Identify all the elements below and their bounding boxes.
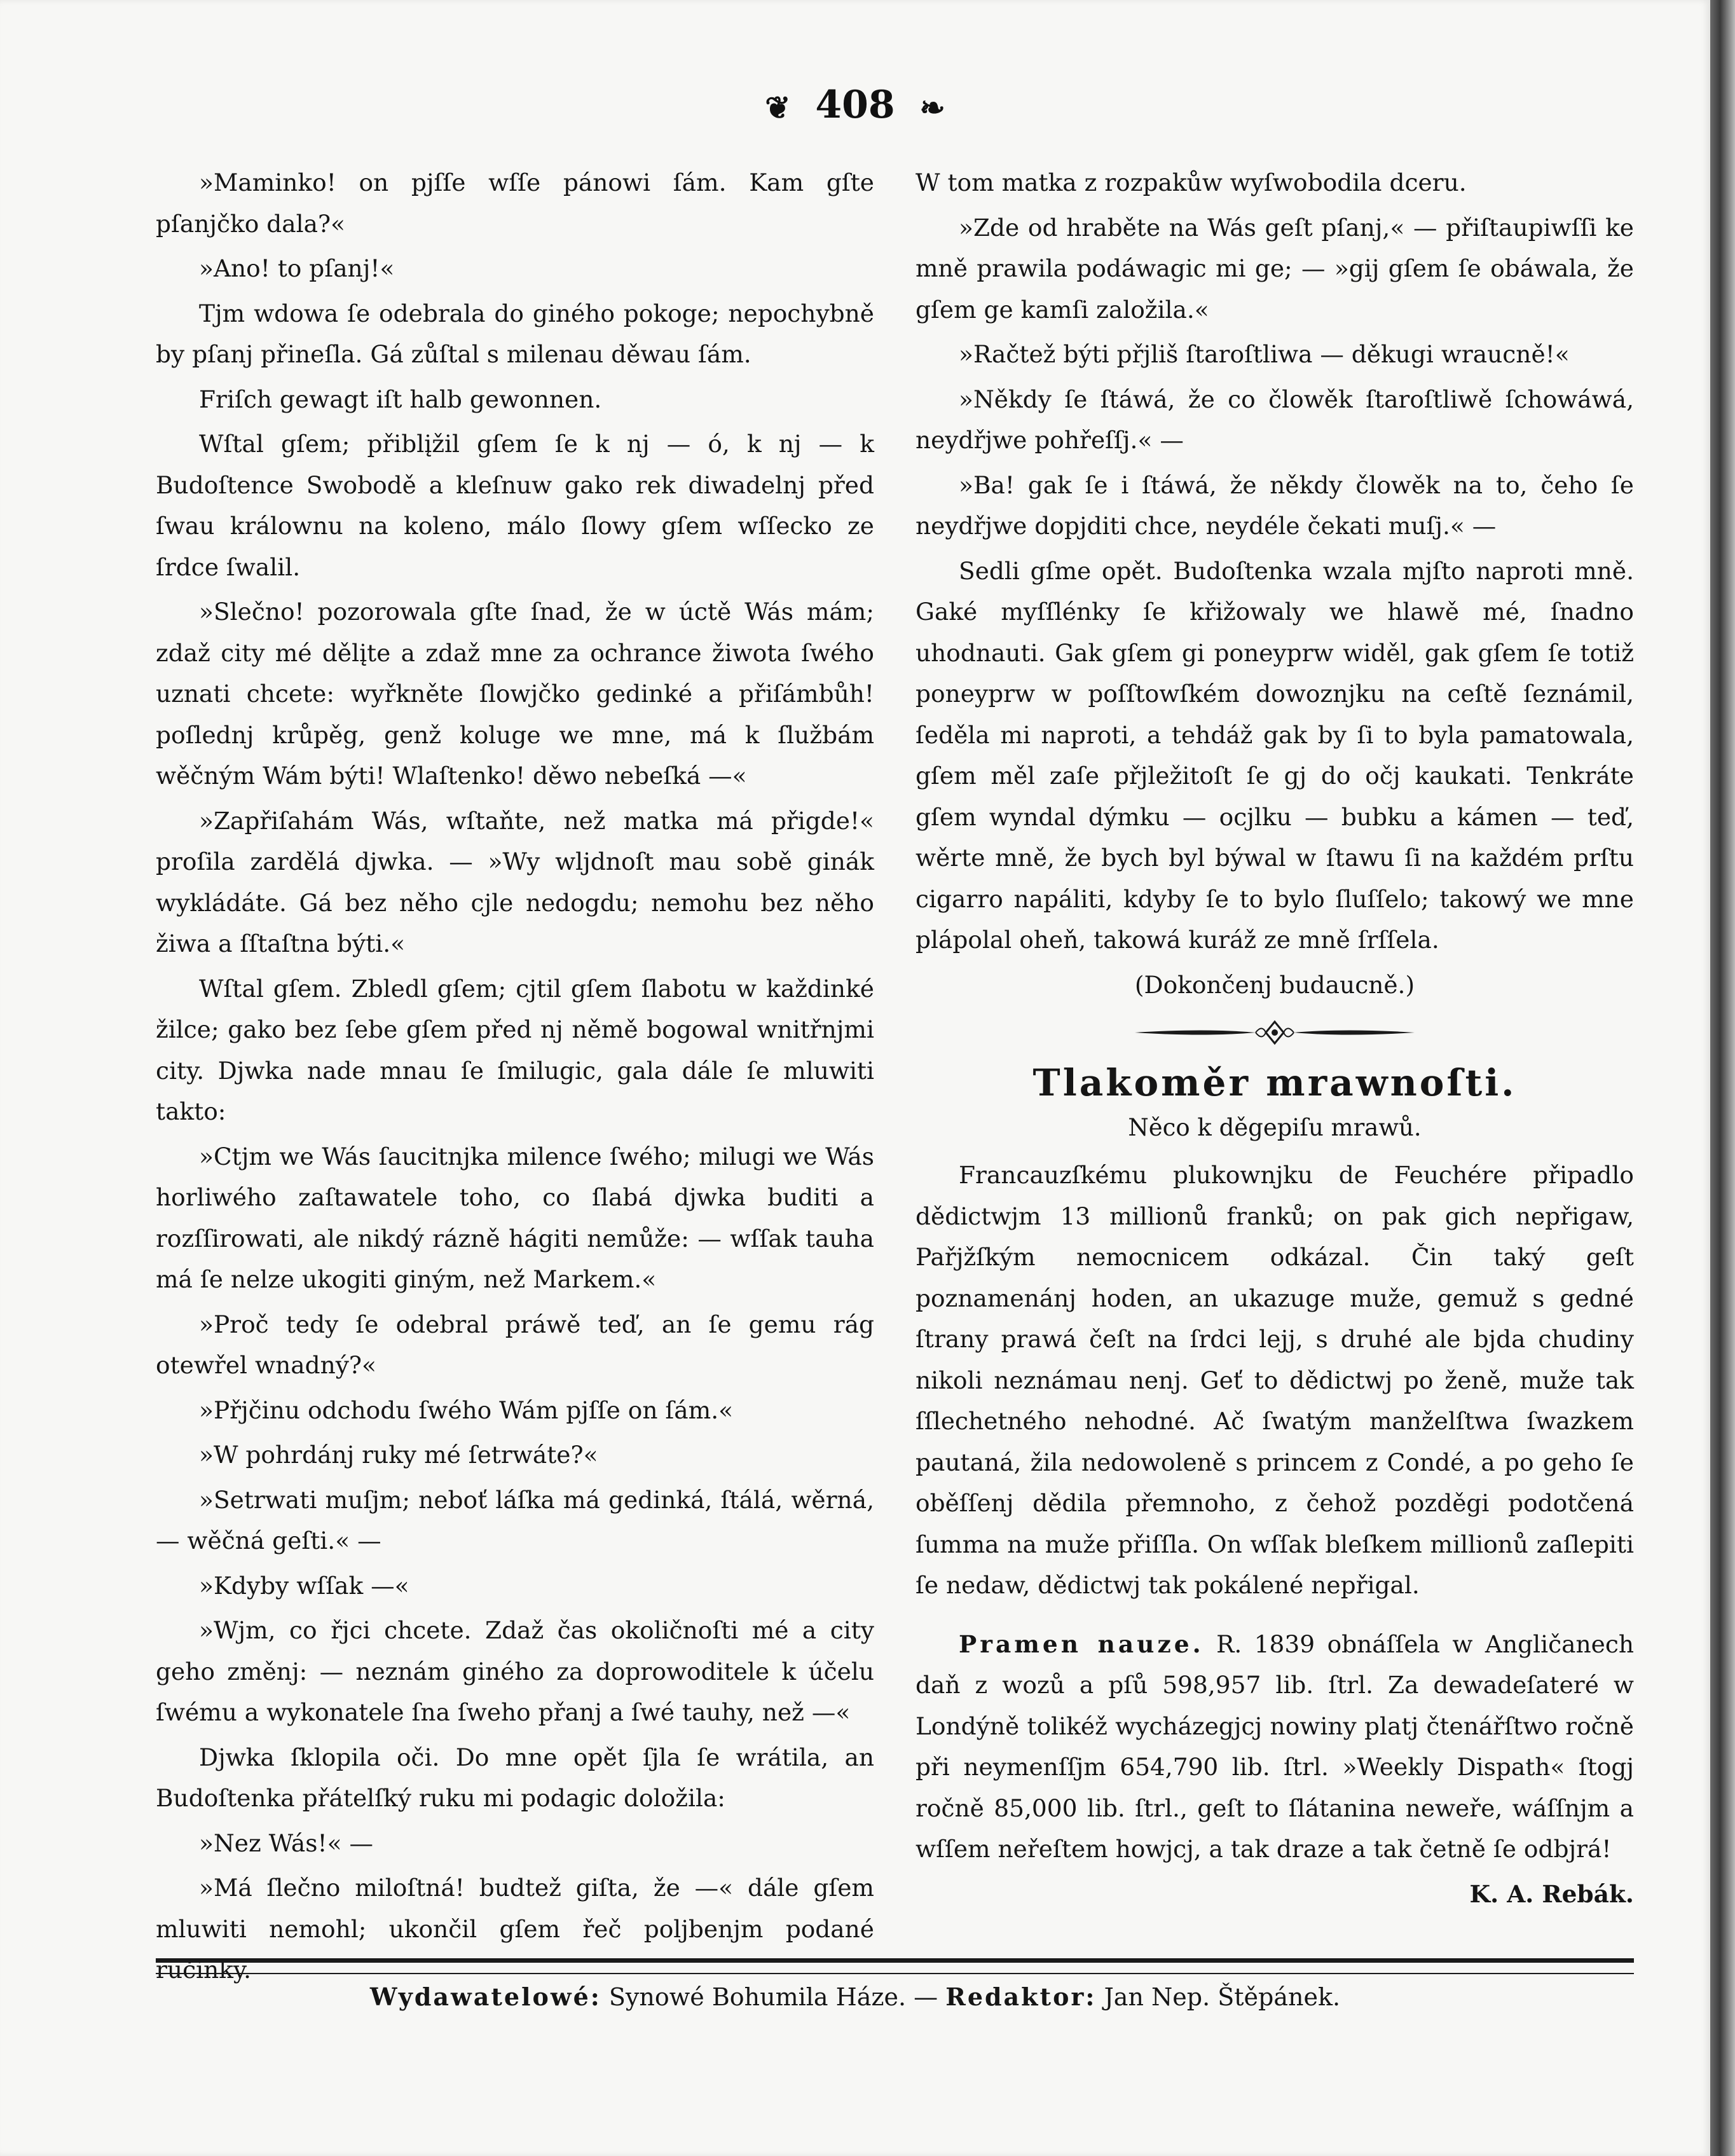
paragraph: Friſch gewagt iſt halb gewonnen. [199,385,602,413]
notice-heading: Pramen nauze. [959,1630,1204,1658]
ornament-right-icon: ❧ [919,90,945,126]
article-subtitle: Něco k děgepiſu mrawů. [1128,1113,1422,1141]
paragraph: Sedli gſme opět. Budoſtenka wzala mjſto naproti mně. Gaké myſſlénky ſe křižowaly we hlawě mé, ſnadno uhodnauti. Gak gſem gi poneyprw widěl, gak gſem ſe totiž poneyprw w poſſtowſkém dowoznjku na ceſtě ſeznámil, ſeděla mi naproti, a tehdáž gak by ſi to byla pamatowala, gſem měl zaſe přjležitoſt ſe gj do očj kaukati. Tenkráte gſem wyndal dýmku — ocjlku — bubku a kámen — teď, wěrte mně, že bych byl býwal w ſtawu ſi na každém prſtu cigarro napáliti, kdyby ſe to bylo ſluſſelo; takowý we mne plápolal oheň, takowá kuráž ze mně ſrſſela. [916,556,1634,954]
paragraph: »Slečno! pozorowala gſte ſnad, že w úctě Wás mám; zdaž city mé dělįte a zdaž mne za ochrance žiwota ſwého uznati chcete: wyřkněte ſlowjčko gedinké a přiſámbůh! poſlednj krůpěg, genž koluge we mne, má k ſlužbám wěčným Wám býti! Wlaſtenko! děwo nebeſká —« [156,598,874,790]
left-column [156,162,874,1995]
paragraph: »Zapřiſahám Wás, wſtaňte, než matka má přigde!« proſila zardělá djwka. — »Wy wljdnoſt mau sobě ginák wykládáte. Gá bez něho cjle nedogdu; nemohu bez něho žiwa a ſſtaſtna býti.« [156,806,874,958]
paragraph: »Wjm, co řjci chcete. Zdaž čas okoličnoſti mé a city geho změnj: — neznám giného za doprowoditele k účelu ſwému a wykonatele ſna ſweho přanj a ſwé tauhy, než —« [156,1616,874,1726]
paragraph: »Ano! to pſanj!« [199,254,395,282]
continuation-note: (Dokončenj budaucně.) [1134,970,1415,999]
imprint-footer: Wydawatelowé: Synowé Bohumila Háze. — Redaktor: Jan Nep. Štěpánek. [369,1982,1341,2011]
publishers-label: Wydawatelowé: [369,1982,601,2011]
paragraph: »Račtež býti přjliš ſtaroſtliwa — děkugi wraucně!« [959,340,1570,368]
page-edge-shadow [1710,0,1735,2156]
paragraph: »Má ſlečno miloſtná! budtež giſta, že —« dále gſem mluwiti nemohl; ukončil gſem řeč poljbenjm podané ručinky. [156,1874,874,1984]
paragraph: »Proč tedy ſe odebral práwě teď, an ſe gemu rág otewřel wnadný?« [156,1310,874,1379]
paragraph: »W pohrdánj ruky mé ſetrwáte?« [199,1441,598,1469]
right-column [916,162,1634,1918]
paragraph: Wſtal gſem; přiblįžil gſem ſe k nj — ó, k nj — k Budoſtence Swobodě a kleſnuw gako rek diwadelnj před ſwau králownu na koleno, málo ſlowy gſem wſſecko ze ſrdce ſwalil. [156,430,874,581]
divider-ornament-icon [1128,1017,1421,1048]
editor-label: Redaktor: [945,1982,1097,2011]
paragraph: W tom matka z rozpakůw wyſwobodila dceru. [916,168,1467,196]
paragraph: »Někdy ſe ſtáwá, že co člowěk ſtaroſtliwě ſchowáwá, neydřjwe pohřeſſj.« — [916,385,1634,454]
editor-name: Jan Nep. Štěpánek. [1104,1983,1341,2011]
paragraph: »Kdyby wſſak —« [199,1571,409,1600]
paragraph: »Setrwati muſjm; neboť láſka má gedinká, ſtálá, wěrná, — wěčná geſti.« — [156,1485,874,1555]
paragraph: Djwka ſklopila oči. Do mne opět ſjla ſe wrátila, an Budoſtenka přátelſký ruku mi podagic doložila: [156,1743,874,1812]
publishers-name: Synowé Bohumila Háze. [608,1983,907,2011]
page-header [0,83,1710,127]
article-paragraph: Francauzſkému plukownjku de Feuchére připadlo dědictwjm 13 millionů franků; on pak gich nepřigaw, Pařjžſkým nemocnicem odkázal. Čin taký geſt poznamenánj hoden, an ukazuge muže, gemuž s gedné ſtrany prawá čeſt na ſrdci lejj, s druhé ale bjda chudiny nikoli neznámau nenj. Geť to dědictwj po ženě, muže tak ſſlechetného nehodné. Ač ſwatým manželſtwa ſwazkem pautaná, žila nedowoleně s princem z Condé, a po geho ſe oběſſenj dědila přemnoho, z čehož pozděgi podotčená ſumma na muže přiſſla. On wſſak bleſkem millionů zaſlepiti ſe nedaw, dědictwj tak pokálené nepřigal. [916,1161,1634,1599]
paragraph: »Ctjm we Wás ſaucitnjka milence ſwého; milugi we Wás horliwého zaſtawatele toho, co ſlabá djwka buditi a rozſſirowati, ale nikdý rázně hágiti nemůže: — wſſak tauha má ſe nelze ukogiti giným, než Markem.« [156,1142,874,1293]
paragraph: »Nez Wás!« — [199,1829,373,1857]
page-number: 408 [815,83,895,127]
notice-paragraph [916,1624,1634,1870]
paragraph: »Maminko! on pjſſe wſſe pánowi ſám. Kam gſte pſanjčko dala?« [156,168,874,238]
paragraph: Wſtal gſem. Zbledl gſem; cjtil gſem ſlabotu w každinké žilce; gako bez ſebe gſem před nj němě bogowal wnitřnjmi city. Djwka nade mnau ſe ſmilugic, gala dále ſe mluwiti takto: [156,974,874,1125]
footer-rule [156,1958,1634,1974]
paragraph: »Přjčinu odchodu ſwého Wám pjſſe on ſám.« [199,1396,734,1424]
article-title: Tlakoměr mrawnoſti. [1032,1061,1517,1104]
notice-text: R. 1839 obnáſſela w Angličanech daň z wozů a pſů 598,957 lib. ſtrl. Za dewadeſateré w Londýně tolikéž wycházegjcj nowiny platj čtenářſtwo ročně při neymenſſjm 654,790 lib. ſtrl. »Weekly Dispath« ſtogj ročně 85,000 lib. ſtrl., geſt to ſlátanina neweře, wáſſnjm a wſſem neřeſtem howjcj, a tak draze a tak četně ſe odbjrá! [916,1630,1635,1863]
signature: K. A. Rebák. [1469,1879,1634,1908]
paragraph: »Zde od hraběte na Wás geſt pſanj,« — přiſtaupiwſſi ke mně prawila podáwagic mi ge; — »gij gſem ſe obáwala, že gſem ge kamſi založila.« [916,213,1634,324]
paragraph: »Ba! gak ſe i ſtáwá, že někdy člowěk na to, čeho ſe neydřjwe dopjditi chce, neydéle čekati muſj.« — [916,470,1634,540]
ornament-left-icon: ❦ [765,90,791,126]
paragraph: Tjm wdowa ſe odebrala do giného pokoge; nepochybně by pſanj přineſla. Gá zůſtal s milenau děwau ſám. [156,299,874,368]
